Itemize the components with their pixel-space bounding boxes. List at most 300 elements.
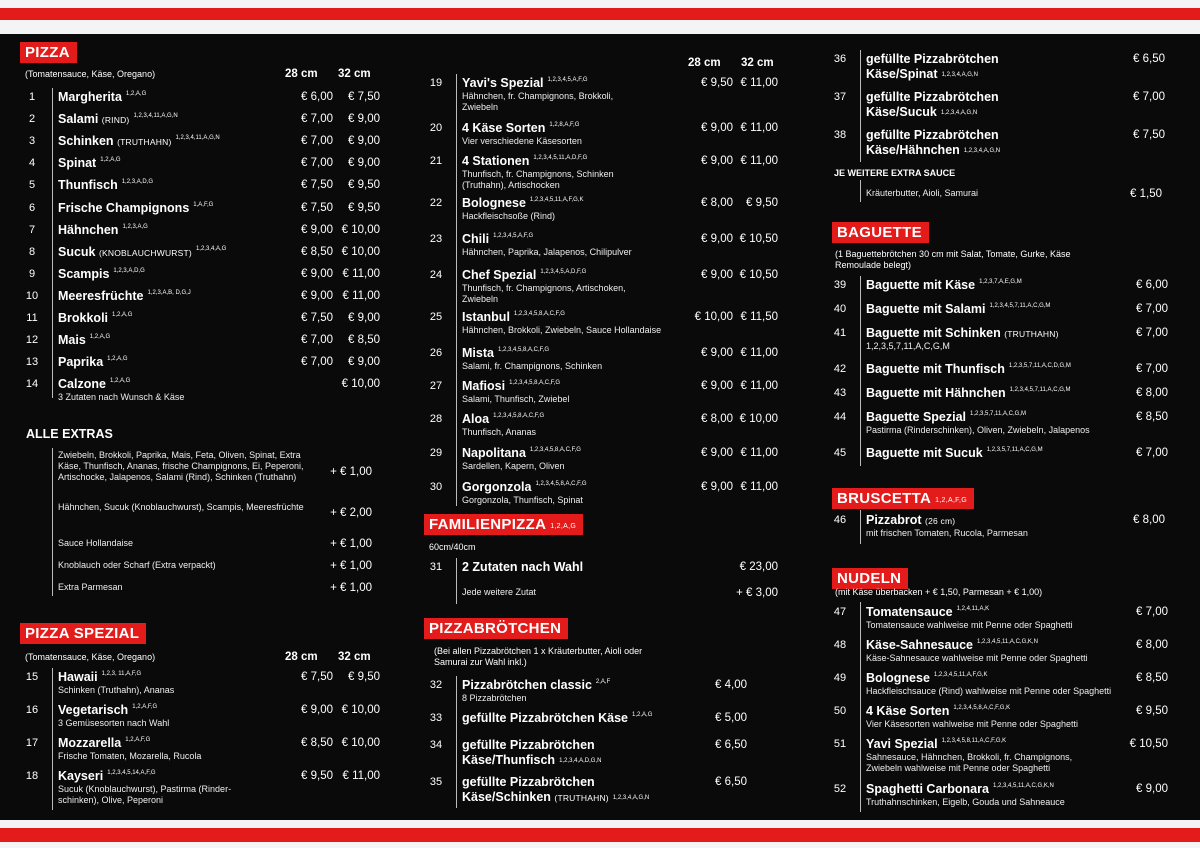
- item-price-28: € 8,00: [701, 413, 733, 425]
- item-description: Hackfleischsoße (Rind): [462, 211, 556, 221]
- item-name: [58, 289, 191, 303]
- item-name: [58, 156, 121, 170]
- bruscetta-divider: [860, 510, 861, 544]
- item-tag: (KNOBLAUCHWURST): [99, 248, 192, 258]
- item-number: 43: [833, 387, 847, 399]
- item-name: [462, 775, 649, 806]
- item-allergens: 1,2,8,A,F,G: [549, 122, 580, 128]
- spezial-size-28: 28 cm: [285, 651, 318, 663]
- item-description: Schinken (Truthahn), Ananas: [58, 685, 175, 695]
- item-description: 1,2,3,5,7,11,A,C,G,M: [866, 341, 950, 351]
- item-tag: (TRUTHAHN): [117, 137, 172, 147]
- item-allergens: 1,2,3,4,5,8,A,C,F,G: [535, 481, 587, 487]
- item-allergens: 1,2,3,4,5,8,A,C,F,G: [493, 413, 545, 419]
- item-number: 8: [28, 246, 36, 258]
- item-number: 2: [28, 113, 36, 125]
- familienpizza-subtitle: 60cm/40cm: [429, 542, 476, 552]
- item-name-text: Paprika: [58, 355, 104, 369]
- familienpizza-title: FAMILIENPIZZA: [429, 516, 547, 533]
- extras-price: + € 1,00: [330, 560, 372, 572]
- item-price-28: € 9,50: [701, 77, 733, 89]
- spezial-divider-right: [456, 74, 457, 506]
- broetchen-divider-left: [456, 676, 457, 808]
- bruscetta-title: BRUSCETTA: [837, 490, 932, 507]
- baguette-divider: [860, 276, 861, 466]
- item-allergens: 1,2,3, 11,A,F,G: [101, 671, 142, 677]
- item-allergens: 1,2,3,4,5,8,A,C,F,G: [513, 311, 565, 317]
- item-name: [462, 446, 581, 460]
- item-number: 44: [833, 411, 847, 423]
- familienpizza-heading: [424, 514, 583, 535]
- item-price: € 7,00: [1133, 91, 1165, 103]
- spezial-heading: PIZZA SPEZIAL: [20, 623, 146, 644]
- item-description: 8 Pizzabrötchen: [462, 693, 527, 703]
- pizza-size-28: 28 cm: [285, 68, 318, 80]
- item-name-text: Chef Spezial: [462, 268, 537, 282]
- item-number: 30: [429, 481, 443, 493]
- spezial-size-32: 32 cm: [338, 651, 371, 663]
- item-name-text: Yavi Spezial: [866, 737, 938, 751]
- familien-divider: [456, 558, 457, 604]
- extras-heading: ALLE EXTRAS: [26, 427, 113, 441]
- item-name: [462, 678, 610, 692]
- nudeln-heading: NUDELN: [832, 568, 908, 589]
- item-name-text: 4 Stationen: [462, 154, 530, 168]
- item-name: [58, 112, 178, 126]
- item-name-text: Baguette mit Hähnchen: [866, 386, 1006, 400]
- item-name-text: Chili: [462, 232, 490, 246]
- item-price-32: € 9,50: [348, 179, 380, 191]
- item-number: 32: [429, 679, 443, 691]
- item-allergens: 1,2,A,F,G: [125, 737, 151, 743]
- item-allergens: 1,2,3,4,11,A,G,N: [175, 135, 220, 141]
- item-price: € 7,00: [1136, 606, 1168, 618]
- item-number: 5: [28, 179, 36, 191]
- item-name: [58, 134, 220, 148]
- baguette-heading: BAGUETTE: [832, 222, 929, 243]
- item-price: € 8,50: [1136, 411, 1168, 423]
- item-price-28: € 10,00: [694, 311, 733, 323]
- item-number: 37: [833, 91, 847, 103]
- item-name-text: Yavi's Spezial: [462, 76, 544, 90]
- item-description: Sahnesauce, Hähnchen, Brokkoli, fr. Champignons, Zwiebeln wahlweise mit Penne oder Spaghetti: [866, 752, 1073, 773]
- item-number: 41: [833, 327, 847, 339]
- item-name-text: 4 Käse Sorten: [462, 121, 546, 135]
- item-description: mit frischen Tomaten, Rucola, Parmesan: [866, 528, 1028, 538]
- item-price-32: € 10,00: [341, 737, 380, 749]
- item-name-text: Pizzabrot: [866, 513, 922, 527]
- item-name-text: gefüllte Pizzabrötchen: [462, 775, 595, 789]
- item-allergens: 1,2,3,4,5,11,A,C,G,K,N: [992, 783, 1054, 789]
- item-price: € 7,00: [1136, 447, 1168, 459]
- item-allergens: 1,2,3,5,7,11,A,C,D,G,M: [1008, 363, 1071, 369]
- item-allergens: 1,2,A,G: [112, 312, 133, 318]
- item-name: [866, 410, 1026, 424]
- item-name-text: Kayseri: [58, 769, 104, 783]
- item-allergens: 1,2,A,G: [125, 91, 147, 97]
- item-name: [58, 201, 213, 215]
- pizza-divider: [52, 88, 53, 398]
- item-name: [866, 737, 1006, 751]
- extras-text: Sauce Hollandaise: [58, 538, 134, 548]
- item-name: [462, 412, 544, 426]
- item-name-text: gefüllte Pizzabrötchen: [462, 738, 595, 752]
- item-price-28: € 8,00: [701, 197, 733, 209]
- item-name-text: Calzone: [58, 377, 106, 391]
- item-number: 23: [429, 233, 443, 245]
- item-price-28: € 9,00: [701, 447, 733, 459]
- item-number: 12: [25, 334, 39, 346]
- item-price-32: € 11,00: [740, 347, 778, 359]
- item-name-text: Sucuk: [58, 245, 96, 259]
- item-allergens: 1,2,3,5,7,11,A,C,G,M: [986, 447, 1043, 453]
- item-allergens: 1,2,3,4,5,7,11,A,C,G,M: [989, 303, 1051, 309]
- item-name-text: Baguette mit Salami: [866, 302, 986, 316]
- item-name: [58, 311, 132, 325]
- item-name: [866, 362, 1071, 376]
- item-name-text: Pizzabrötchen classic: [462, 678, 592, 692]
- item-name-text: Mais: [58, 333, 86, 347]
- item-price-28: € 7,50: [301, 312, 333, 324]
- item-name: [58, 245, 226, 259]
- item-description: Sardellen, Kapern, Oliven: [462, 461, 565, 471]
- item-price-28: € 7,50: [301, 671, 333, 683]
- item-name: 2 Zutaten nach Wahl: [462, 560, 584, 574]
- bruscetta-allergens: 1,2,A,F,G: [935, 497, 967, 504]
- item-price: € 9,50: [1136, 705, 1168, 717]
- item-name: [866, 605, 989, 619]
- item-name: [58, 769, 156, 783]
- item-name-text: Käse-Sahnesauce: [866, 638, 974, 652]
- item-price-28: € 9,50: [301, 770, 333, 782]
- item-name: [866, 513, 955, 527]
- item-name-text: gefüllte Pizzabrötchen Käse: [462, 711, 629, 725]
- item-price-32: € 10,00: [341, 246, 380, 258]
- sauce-divider: [860, 180, 861, 202]
- item-price-28: € 9,00: [701, 122, 733, 134]
- item-name-text: Salami: [58, 112, 99, 126]
- item-name: [462, 480, 586, 494]
- item-allergens: 1,2,A,F,G: [132, 704, 158, 710]
- item-allergens: 1,2,3,4,A,G,N: [612, 795, 650, 801]
- item-name: [866, 782, 1054, 796]
- item-number: 36: [833, 53, 847, 65]
- spezial-size-28-cont: 28 cm: [688, 57, 721, 69]
- item-tag: (TRUTHAHN): [554, 793, 609, 803]
- item-name: [462, 154, 587, 168]
- item-price: € 8,00: [1136, 387, 1168, 399]
- item-allergens: 1,2,3,4,5,A,D,F,G: [540, 269, 587, 275]
- item-allergens: 1,2,3,4,5,8,A,C,F,G: [497, 347, 549, 353]
- item-number: 10: [25, 290, 39, 302]
- extra-sauce-price: € 1,50: [1130, 188, 1162, 200]
- item-name: [866, 302, 1050, 316]
- item-number: 40: [833, 303, 847, 315]
- item-allergens: 1,2,3,A,B, D,G,J: [147, 290, 191, 296]
- item-allergens: 1,2,3,A,D,G: [121, 179, 154, 185]
- item-allergens: 1,2,A,G: [100, 157, 121, 163]
- item-price-28: € 9,00: [301, 290, 333, 302]
- item-price: € 9,00: [1136, 783, 1168, 795]
- item-allergens: 1,2,3,4,A,D,G,N: [559, 758, 602, 764]
- item-name: [462, 268, 586, 282]
- item-name: [866, 326, 1059, 340]
- item-name-text: Margherita: [58, 90, 122, 104]
- item-price: € 8,00: [1133, 514, 1165, 526]
- item-description: Hähnchen, fr. Champignons, Brokkoli, Zwiebeln: [462, 91, 614, 112]
- item-number: 29: [429, 447, 443, 459]
- item-allergens: 1,2,3,4,5,A,F,G: [547, 77, 588, 83]
- extra-sauce-heading: JE WEITERE EXTRA SAUCE: [834, 168, 956, 178]
- item-price-32: € 10,00: [341, 704, 380, 716]
- item-name-text: Baguette mit Sucuk: [866, 446, 983, 460]
- item-price: € 23,00: [739, 561, 778, 573]
- item-allergens: 1,2,3,4,A,G,N: [940, 110, 978, 116]
- item-allergens: 2,A,F: [595, 679, 611, 685]
- item-price-32: € 9,50: [348, 202, 380, 214]
- item-price-32: € 11,00: [740, 155, 778, 167]
- item-name-text: Thunfisch: [58, 178, 118, 192]
- item-number: 9: [28, 268, 36, 280]
- pizzabroetchen-subtitle: (Bei allen Pizzabrötchen 1 x Kräuterbutter, Aioli oder Samurai zur Wahl inkl.): [434, 646, 643, 667]
- item-price: € 8,50: [1136, 672, 1168, 684]
- item-name-text: Scampis: [58, 267, 110, 281]
- item-allergens: 1,A,F,G: [193, 202, 214, 208]
- item-number: 33: [429, 712, 443, 724]
- item-name-text: Bolognese: [866, 671, 930, 685]
- item-name-text: Baguette Spezial: [866, 410, 967, 424]
- item-description: Tomatensauce wahlweise mit Penne oder Spaghetti: [866, 620, 1073, 630]
- item-description: Pastirma (Rinderschinken), Oliven, Zwiebeln, Jalapenos: [866, 425, 1090, 435]
- broetchen-divider-right: [860, 50, 861, 162]
- item-name: [58, 377, 130, 391]
- item-name: [58, 736, 150, 750]
- extras-text: Extra Parmesan: [58, 582, 123, 592]
- item-price-32: € 9,00: [348, 135, 380, 147]
- item-name-text: Käse/Schinken: [462, 790, 551, 804]
- item-number: 13: [25, 356, 39, 368]
- spezial-size-32-cont: 32 cm: [741, 57, 774, 69]
- item-price-28: € 9,00: [701, 269, 733, 281]
- extras-price: + € 1,00: [330, 582, 372, 594]
- item-name: [462, 121, 579, 135]
- item-name: [462, 76, 588, 90]
- item-name: [866, 278, 1022, 292]
- item-number: 26: [429, 347, 443, 359]
- item-number: 14: [25, 378, 39, 390]
- item-name: [462, 738, 601, 768]
- item-price: € 7,50: [1133, 129, 1165, 141]
- item-allergens: 1,2,3,4,A,G,N: [941, 72, 978, 78]
- item-description: Truthahnschinken, Eigelb, Gouda und Sahneauce: [866, 797, 1065, 807]
- item-price-28: € 9,00: [701, 380, 733, 392]
- item-number: 50: [833, 705, 847, 717]
- bruscetta-heading: [832, 488, 974, 509]
- item-description: Frische Tomaten, Mozarella, Rucola: [58, 751, 202, 761]
- item-name-text: Vegetarisch: [58, 703, 129, 717]
- item-number: 25: [429, 311, 443, 323]
- item-name-text: gefüllte Pizzabrötchen: [866, 52, 999, 66]
- item-allergens: 1,2,3,4,5,8,A,C,F,G,K: [953, 705, 1011, 711]
- item-name: [462, 310, 565, 324]
- item-allergens: 1,2,3,7,A,E,G,M: [979, 279, 1022, 285]
- item-name-text: Mista: [462, 346, 494, 360]
- item-allergens: 1,2,3,4,5,11,A,C,G,K,N: [977, 639, 1038, 645]
- pizza-heading: PIZZA: [20, 42, 77, 63]
- item-tag: (26 cm): [925, 516, 956, 526]
- item-name-text: Frische Champignons: [58, 201, 190, 215]
- item-name-text: Käse/Thunfisch: [462, 753, 556, 767]
- item-name: [866, 704, 1010, 718]
- item-price-32: € 9,50: [746, 197, 778, 209]
- extras-text: Hähnchen, Sucuk (Knoblauchwurst), Scampis, Meeresfrüchte: [58, 502, 304, 512]
- item-number: 7: [28, 224, 36, 236]
- item-description: Thunfisch, fr. Champignons, Schinken (Truthahn), Artischocken: [462, 169, 614, 190]
- item-price-28: € 7,00: [301, 157, 333, 169]
- item-price-28: € 9,00: [701, 347, 733, 359]
- item-name-text: 4 Käse Sorten: [866, 704, 950, 718]
- item-price-32: € 8,50: [348, 334, 380, 346]
- pizza-size-32: 32 cm: [338, 68, 371, 80]
- item-price-32: € 10,50: [739, 233, 778, 245]
- item-price-28: € 7,00: [301, 356, 333, 368]
- item-price-32: € 9,50: [348, 671, 380, 683]
- extra-sauce-text: Kräuterbutter, Aioli, Samurai: [866, 188, 979, 198]
- item-name: [462, 232, 533, 246]
- item-price-32: € 9,00: [348, 312, 380, 324]
- item-price: € 6,50: [715, 776, 747, 788]
- item-price-28: € 9,00: [701, 155, 733, 167]
- extras-text: Knoblauch oder Scharf (Extra verpackt): [58, 560, 216, 570]
- item-number: 16: [25, 704, 39, 716]
- item-name: [866, 128, 1000, 158]
- item-price-28: € 8,50: [301, 737, 333, 749]
- item-price-28: € 9,00: [701, 481, 733, 493]
- item-price-32: € 11,00: [342, 290, 380, 302]
- item-allergens: 1,2,3,5,7,11,A,C,G,M: [970, 411, 1026, 417]
- item-tag: (RIND): [101, 115, 130, 125]
- item-number: 38: [833, 129, 847, 141]
- item-price-32: € 10,00: [341, 378, 380, 390]
- item-price-32: € 11,00: [740, 380, 778, 392]
- item-price-32: € 11,50: [740, 311, 778, 323]
- item-allergens: 1,2,3,4,A,G,N: [963, 148, 1001, 154]
- item-name: [462, 711, 652, 725]
- spezial-divider-left: [52, 668, 53, 810]
- item-description: Hähnchen, Brokkoli, Zwiebeln, Sauce Hollandaise: [462, 325, 662, 335]
- item-price: € 7,00: [1136, 303, 1168, 315]
- item-name: [866, 52, 999, 82]
- item-number: 31: [429, 561, 443, 573]
- item-name-text: Hähnchen: [58, 223, 119, 237]
- pizzabroetchen-heading: PIZZABRÖTCHEN: [424, 618, 568, 639]
- item-name-text: Spinat: [58, 156, 97, 170]
- item-number: 17: [25, 737, 39, 749]
- item-name-text: Tomatensauce: [866, 605, 953, 619]
- item-number: 3: [28, 135, 36, 147]
- item-price-28: € 7,50: [301, 179, 333, 191]
- item-name-text: Spaghetti Carbonara: [866, 782, 989, 796]
- item-allergens: 1,2,3,4,11,A,G,N: [133, 113, 178, 119]
- item-name: [866, 446, 1043, 460]
- item-number: 19: [429, 77, 443, 89]
- item-name-text: gefüllte Pizzabrötchen: [866, 90, 999, 104]
- item-number: 20: [429, 122, 443, 134]
- item-name-text: Baguette mit Schinken: [866, 326, 1001, 340]
- item-number: 27: [429, 380, 443, 392]
- item-allergens: 1,2,3,4,5,8,A,C,F,G: [529, 447, 581, 453]
- item-name: [462, 196, 584, 210]
- item-name-text: Käse/Hähnchen: [866, 143, 960, 157]
- item-number: 39: [833, 279, 847, 291]
- item-description: 3 Gemüsesorten nach Wahl: [58, 718, 170, 728]
- item-allergens: 1,2,3,A,D,G: [113, 268, 145, 274]
- item-price-32: € 11,00: [740, 481, 778, 493]
- item-description: Sucuk (Knoblauchwurst), Pastirma (Rinder- schinken), Olive, Peperoni: [58, 784, 232, 805]
- item-price: € 6,50: [715, 739, 747, 751]
- nudeln-subtitle: (mit Käse überbacken + € 1,50, Parmesan + € 1,00): [835, 587, 1043, 597]
- item-price: € 6,50: [1133, 53, 1165, 65]
- item-description: Vier verschiedene Käsesorten: [462, 136, 582, 146]
- item-price: € 4,00: [715, 679, 747, 691]
- item-tag: (TRUTHAHN): [1004, 329, 1059, 339]
- item-number: 28: [429, 413, 443, 425]
- item-name-text: Meeresfrüchte: [58, 289, 144, 303]
- top-decor-band: [0, 0, 1200, 38]
- item-name-text: Aloa: [462, 412, 490, 426]
- item-number: 11: [26, 312, 38, 324]
- item-name: [58, 355, 128, 369]
- item-number: 52: [833, 783, 847, 795]
- item-number: 42: [833, 363, 847, 375]
- item-name: [58, 178, 153, 192]
- item-name: [58, 267, 145, 281]
- item-number: 1: [28, 91, 36, 103]
- item-name: [866, 671, 988, 685]
- item-number: 46: [833, 514, 847, 526]
- item-price-28: € 9,00: [701, 233, 733, 245]
- item-name: [462, 346, 549, 360]
- item-number: 22: [429, 197, 443, 209]
- item-name: [866, 386, 1071, 400]
- item-number: 4: [28, 157, 36, 169]
- item-name: [58, 223, 148, 237]
- item-price-32: € 10,00: [739, 413, 778, 425]
- item-price: € 10,50: [1129, 738, 1168, 750]
- item-allergens: 1,2,4,11,A,K: [956, 606, 990, 612]
- item-name-text: Schinken: [58, 134, 114, 148]
- item-allergens: 1,2,A,G: [109, 378, 131, 384]
- item-price-28: € 7,50: [301, 202, 333, 214]
- item-price: € 8,00: [1136, 639, 1168, 651]
- item-name: [462, 379, 560, 393]
- item-price-32: € 9,00: [348, 113, 380, 125]
- bottom-decor-band: [0, 814, 1200, 848]
- item-price-32: € 7,50: [348, 91, 380, 103]
- pizza-subtitle: (Tomatensauce, Käse, Oregano): [25, 69, 156, 79]
- item-allergens: 1,2,3,4,5,A,F,G: [493, 233, 534, 239]
- item-name-text: Käse/Spinat: [866, 67, 938, 81]
- item-name: Jede weitere Zutat: [462, 587, 537, 597]
- item-number: 49: [833, 672, 847, 684]
- item-name-text: Baguette mit Käse: [866, 278, 976, 292]
- item-description: Hähnchen, Paprika, Jalapenos, Chilipulver: [462, 247, 632, 257]
- item-name-text: Baguette mit Thunfisch: [866, 362, 1005, 376]
- item-name-text: Gorgonzola: [462, 480, 532, 494]
- item-name: [58, 670, 141, 684]
- item-number: 45: [833, 447, 847, 459]
- extras-text: Zwiebeln, Brokkoli, Paprika, Mais, Feta, Oliven, Spinat, Extra Käse, Thunfisch, Ananas, frische Champignons, Ei, Peperoni, Artischocke, Jalapenos, Salami (Rind), Schinken (Truthahn): [58, 450, 304, 482]
